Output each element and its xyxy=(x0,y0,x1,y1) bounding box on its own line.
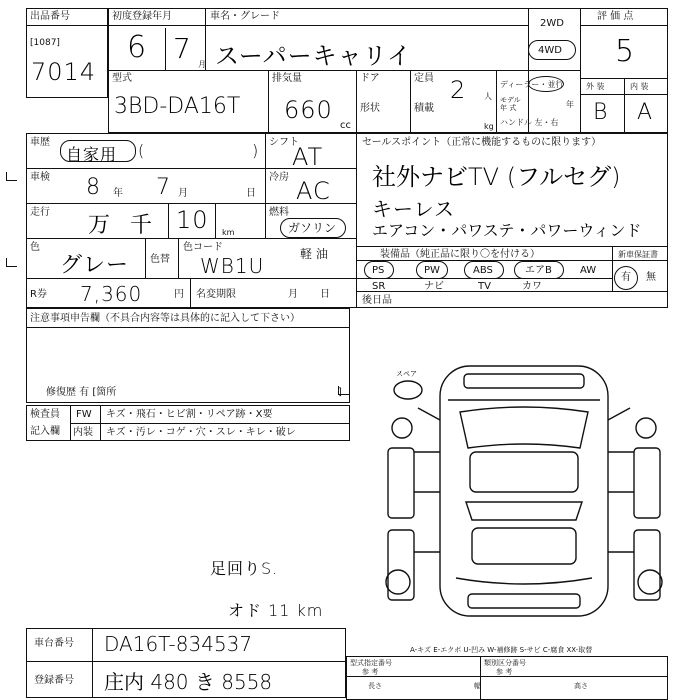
spare-label: スペア xyxy=(396,370,417,378)
ac-value: AC xyxy=(296,177,331,205)
sales-line-2: キーレス xyxy=(372,197,455,221)
notes-label: 注意事項申告欄（不具合内容等は具体的に記入して下さい） xyxy=(30,313,300,324)
plate-label: 登録番号 xyxy=(34,675,74,686)
lot-code: [1087] xyxy=(30,38,60,48)
int-grade: A xyxy=(637,100,654,125)
warranty-no: 無 xyxy=(646,272,656,283)
class-ref: 参 考 xyxy=(496,668,513,676)
corner-mark xyxy=(338,386,349,395)
equip-sr: SR xyxy=(372,281,386,292)
dealer-label: ディーラー・並行 xyxy=(500,80,564,89)
shaken-year: 8 xyxy=(86,175,101,200)
shift-value: AT xyxy=(292,143,324,171)
model-year-label: モデル 年 式 xyxy=(500,96,521,112)
reg-month-unit: 月 xyxy=(198,60,206,69)
history-paren-close: ) xyxy=(252,141,260,160)
history-paren: ( xyxy=(138,141,146,160)
score-value: 5 xyxy=(615,34,636,69)
warranty-label: 新車保証書 xyxy=(618,250,658,259)
warranty-yes: 有 xyxy=(621,272,631,283)
door-label: ドア xyxy=(360,73,380,84)
legend-text: A-キズ E-エクボ U-凹み W-補修跡 S-サビ C-腐食 XX-取替 xyxy=(410,646,593,654)
mileage-label: 走行 xyxy=(30,207,50,218)
int-label: 内 装 xyxy=(630,82,649,91)
inspector-inside-text: キズ・汚レ・コゲ・穴・スレ・キレ・破レ xyxy=(106,427,296,438)
disp-value: 660 xyxy=(284,96,333,124)
cap-label: 定員 xyxy=(414,73,434,84)
ext-grade: B xyxy=(593,100,609,125)
color-change-label: 色替 xyxy=(150,254,170,265)
equip-tv: TV xyxy=(478,281,491,292)
lot-number: 7014 xyxy=(31,58,97,86)
history-value: 自家用 xyxy=(66,145,118,164)
score-label: 評 価 点 xyxy=(597,11,634,22)
plate-value: 庄内 480 き 8558 xyxy=(104,670,273,694)
remark-line-1: 足回りS. xyxy=(210,559,279,578)
year-unit: 年 xyxy=(566,100,574,109)
shaken-year-unit: 年 xyxy=(113,188,123,199)
disp-label: 排気量 xyxy=(272,73,302,84)
type-ref: 参 考 xyxy=(362,668,379,676)
inspector-label-1: 検査員 xyxy=(30,409,60,420)
handle-label: ハンドル 左・右 xyxy=(500,118,559,127)
length-label: 長さ xyxy=(368,682,382,690)
history-label: 車歴 xyxy=(30,137,50,148)
reg-date-label: 初度登録年月 xyxy=(112,11,172,22)
mileage-man: 万 xyxy=(88,213,112,238)
name-change-day: 日 xyxy=(320,289,330,300)
repair-close: ] xyxy=(338,387,342,398)
fuel-value: ガソリン xyxy=(288,221,337,235)
car-diagram xyxy=(378,352,670,622)
model-label: 型式 xyxy=(112,73,132,84)
shape-label: 形状 xyxy=(360,103,380,114)
type-label: 型式指定番号 xyxy=(350,659,392,667)
sales-line-1: 社外ナビTV (フルセグ) xyxy=(372,163,621,191)
inspector-label-2: 記入欄 xyxy=(30,426,60,437)
sales-label: セールスポイント（正常に機能するものに限ります） xyxy=(362,137,602,148)
load-unit: kg xyxy=(484,122,494,131)
name-value: スーパーキャリイ xyxy=(215,42,412,70)
shaken-month-unit: 月 xyxy=(178,188,188,199)
color-code-label: 色コード xyxy=(183,242,223,253)
equip-leather: カワ xyxy=(522,281,542,292)
color-label: 色 xyxy=(30,242,40,253)
inspector-fw-text: キズ・飛石・ヒビ割・リペア跡・X要 xyxy=(106,409,273,420)
dealer-circle xyxy=(528,76,564,92)
after-label: 後日品 xyxy=(362,295,392,306)
color-value: グレー xyxy=(60,253,130,278)
repair-label: 修復歴 有 [箇所 xyxy=(46,387,117,398)
chassis-label: 車台番号 xyxy=(34,638,74,649)
inspector-fw: FW xyxy=(76,409,92,420)
shaken-month: 7 xyxy=(156,175,171,200)
corner-mark xyxy=(6,172,17,181)
mileage-value: 10 xyxy=(176,206,209,234)
shaken-label: 車検 xyxy=(30,172,50,183)
equip-navi: ナビ xyxy=(424,281,444,292)
disp-unit: cc xyxy=(340,120,351,131)
remark-line-2: オド 11 km xyxy=(228,601,324,620)
equip-aw: AW xyxy=(580,265,597,276)
ac-label: 冷房 xyxy=(269,172,289,183)
shift-label: シフト xyxy=(269,137,299,148)
equip-ps: PS xyxy=(372,265,385,276)
mileage-sen: 千 xyxy=(130,213,154,238)
height-label: 高さ xyxy=(574,682,588,690)
name-change-label: 名変期限 xyxy=(196,289,236,300)
name-change-month: 月 xyxy=(288,289,298,300)
equip-abs: ABS xyxy=(473,265,493,276)
reg-month: 7 xyxy=(173,32,192,65)
color-code: WB1U xyxy=(200,254,265,278)
chassis-value: DA16T-834537 xyxy=(104,632,253,656)
fuel-label: 燃料 xyxy=(269,207,289,218)
equip-airbag: エアB xyxy=(525,265,552,276)
name-label: 車名・グレード xyxy=(210,11,280,22)
mileage-unit: km xyxy=(222,228,235,237)
recycle-label: R券 xyxy=(30,289,47,300)
sales-line-3: エアコン・パワステ・パワーウィンド xyxy=(372,221,642,240)
shaken-day-unit: 日 xyxy=(246,188,256,199)
equip-label: 装備品（純正品に限り〇を付ける） xyxy=(380,249,540,260)
equip-pw: PW xyxy=(424,265,440,276)
cap-unit: 人 xyxy=(484,92,492,101)
corner-mark xyxy=(6,258,17,267)
lot-label: 出品番号 xyxy=(30,11,70,22)
load-label: 積載 xyxy=(414,103,434,114)
inspector-inside: 内装 xyxy=(73,427,93,438)
drive-2wd: 2WD xyxy=(540,18,564,29)
recycle-unit: 円 xyxy=(174,289,184,300)
reg-year: 6 xyxy=(127,30,148,65)
width-label: 幅 xyxy=(474,682,481,690)
fuel-alt: 軽 油 xyxy=(300,247,328,261)
drive-4wd: 4WD xyxy=(538,45,562,56)
recycle-value: 7,360 xyxy=(80,282,143,306)
class-label: 類別区分番号 xyxy=(484,659,526,667)
model-value: 3BD-DA16T xyxy=(114,94,241,119)
cap-value: 2 xyxy=(450,76,467,104)
ext-label: 外 装 xyxy=(586,82,605,91)
